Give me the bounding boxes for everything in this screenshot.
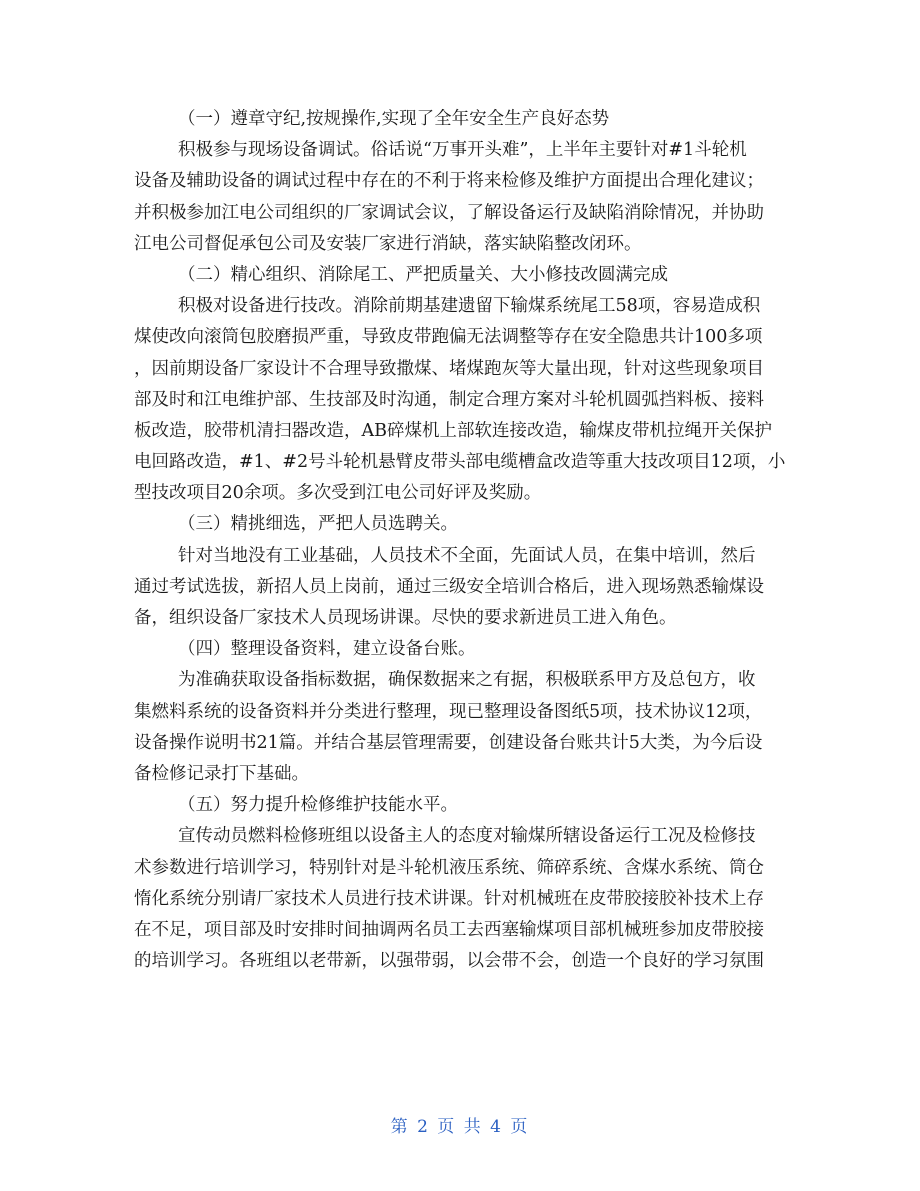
section-3 xyxy=(134,509,788,634)
section-5 xyxy=(134,790,788,977)
paragraph-line: 术参数进行培训学习，特别针对是斗轮机液压系统、筛碎系统、含煤水系统、筒仓 xyxy=(134,857,764,878)
paragraph-line: 积极对设备进行技改。消除前期基建遗留下输煤系统尾工58项，容易造成积 xyxy=(178,296,761,317)
document-body xyxy=(134,104,788,977)
section-1 xyxy=(134,104,788,260)
page-number-footer: 第 2 页 共 4 页 xyxy=(390,1117,530,1137)
section-heading: （五）努力提升检修维护技能水平。 xyxy=(178,795,458,816)
section-2 xyxy=(134,260,788,510)
paragraph-line: 备检修记录打下基础。 xyxy=(134,763,309,784)
paragraph-line: 积极参与现场设备调试。俗话说“万事开头难”，上半年主要针对#1斗轮机 xyxy=(178,140,747,161)
paragraph-line: 煤使改向滚筒包胶磨损严重，导致皮带跑偏无法调整等存在安全隐患共计100多项 xyxy=(134,327,763,348)
section-heading: （一）遵章守纪,按规操作,实现了全年安全生产良好态势 xyxy=(178,109,610,129)
paragraph-line: 针对当地没有工业基础，人员技术不全面，先面试人员，在集中培训，然后 xyxy=(178,545,756,566)
paragraph-line: 备，组织设备厂家技术人员现场讲课。尽快的要求新进员工进入角色。 xyxy=(134,608,677,628)
paragraph-line: 集燃料系统的设备资料并分类进行整理，现已整理设备图纸5项，技术协议12项， xyxy=(134,701,763,722)
paragraph-line: 为准确获取设备指标数据，确保数据来之有据，积极联系甲方及总包方，收 xyxy=(178,670,756,691)
section-heading: （二）精心组织、消除尾工、严把质量关、大小修技改圆满完成 xyxy=(178,264,668,285)
paragraph-line: 板改造，胶带机清扫器改造，AB碎煤机上部软连接改造，输煤皮带机拉绳开关保护 xyxy=(134,420,772,441)
paragraph-line: ，因前期设备厂家设计不合理导致撒煤、堵煤跑灰等大量出现，针对这些现象项目 xyxy=(134,358,764,379)
paragraph-line: 并积极参加江电公司组织的厂家调试会议，了解设备运行及缺陷消除情况，并协助 xyxy=(134,202,764,223)
section-heading: （三）精挑细选，严把人员选聘关。 xyxy=(178,514,458,535)
paragraph-line: 电回路改造，#1、#2号斗轮机悬臂皮带头部电缆槽盒改造等重大技改项目12项，小 xyxy=(134,452,786,473)
section-4 xyxy=(134,634,788,790)
paragraph-line: 通过考试选拔，新招人员上岗前，通过三级安全培训合格后，进入现场熟悉输煤设 xyxy=(134,576,764,597)
paragraph-line: 的培训学习。各班组以老带新，以强带弱，以会带不会，创造一个良好的学习氛围 xyxy=(134,951,764,972)
paragraph-line: 在不足，项目部及时安排时间抽调两名员工去西塞输煤项目部机械班参加皮带胶接 xyxy=(134,919,764,940)
paragraph-line: 部及时和江电维护部、生技部及时沟通，制定合理方案对斗轮机圆弧挡料板、接料 xyxy=(134,389,764,410)
paragraph-line: 惰化系统分别请厂家技术人员进行技术讲课。针对机械班在皮带胶接胶补技术上存 xyxy=(134,888,764,909)
paragraph-line: 型技改项目20余项。多次受到江电公司好评及奖励。 xyxy=(134,483,542,504)
paragraph-line: 宣传动员燃料检修班组以设备主人的态度对输煤所辖设备运行工况及检修技 xyxy=(178,826,756,847)
paragraph-line: 设备及辅助设备的调试过程中存在的不利于将来检修及维护方面提出合理化建议； xyxy=(134,171,764,192)
section-heading: （四）整理设备资料，建立设备台账。 xyxy=(178,639,476,660)
paragraph-line: 江电公司督促承包公司及安装厂家进行消缺，落实缺陷整改闭环。 xyxy=(134,233,642,254)
paragraph-line: 设备操作说明书21篇。并结合基层管理需要，创建设备台账共计5大类，为今后设 xyxy=(134,732,763,753)
